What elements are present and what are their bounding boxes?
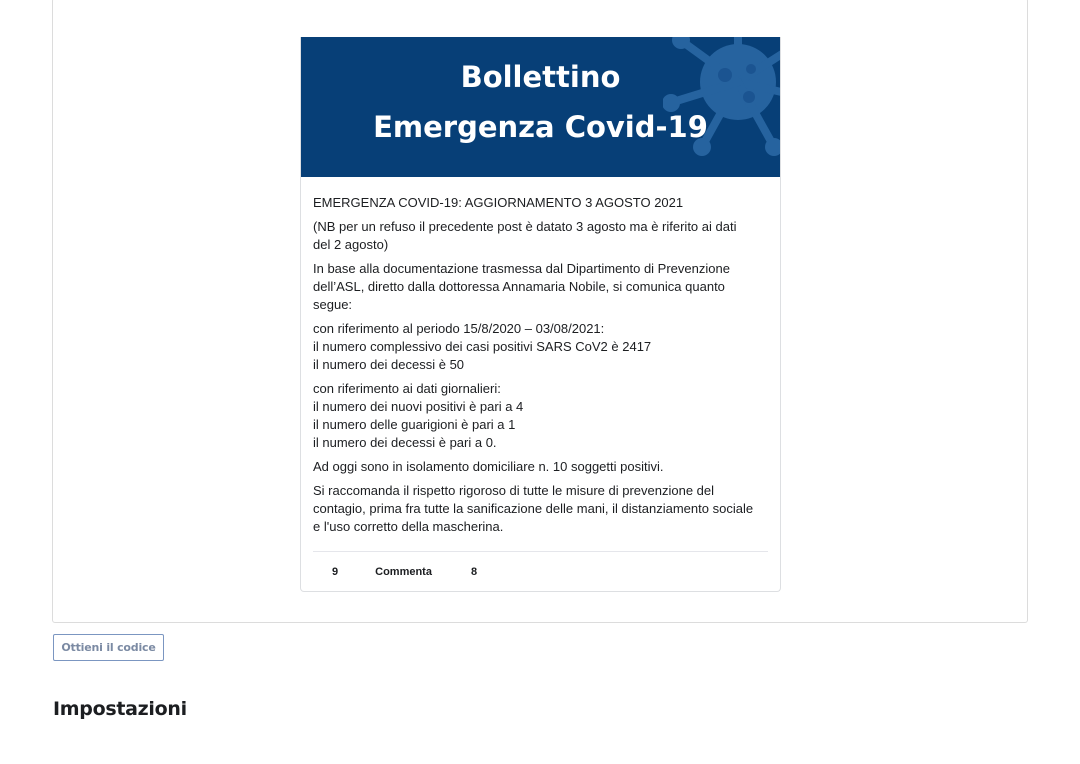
post-line: il numero dei decessi è pari a 0. xyxy=(313,435,497,450)
post-line: contagio, prima fra tutte la sanificazione delle mani, il distanziamento sociale xyxy=(313,501,754,516)
post-line: con riferimento ai dati giornalieri: xyxy=(313,381,501,396)
post-line: il numero complessivo dei casi positivi SARS CoV2 è 2417 xyxy=(313,339,652,354)
post-banner-image[interactable] xyxy=(301,37,780,177)
post-paragraph xyxy=(313,320,768,374)
post-line: e l'uso corretto della mascherina. xyxy=(313,519,504,534)
post-paragraph xyxy=(313,260,768,314)
post-paragraph xyxy=(313,458,768,476)
like-count[interactable]: 9 xyxy=(332,566,339,578)
share-count[interactable]: 8 xyxy=(470,566,478,578)
get-code-button[interactable]: Ottieni il codice xyxy=(53,634,164,661)
post-line: il numero dei nuovi positivi è pari a 4 xyxy=(313,399,524,414)
post-line: segue: xyxy=(313,297,353,312)
post-line: (NB per un refuso il precedente post è datato 3 agosto ma è riferito ai dati xyxy=(313,219,737,234)
post-line: Si raccomanda il rispetto rigoroso di tutte le misure di prevenzione del xyxy=(313,483,715,498)
post-text xyxy=(301,177,780,536)
post-paragraph xyxy=(313,380,768,452)
post-line: In base alla documentazione trasmessa dal Dipartimento di Prevenzione xyxy=(313,261,730,276)
post-line: il numero delle guarigioni è pari a 1 xyxy=(313,417,516,432)
post-paragraph xyxy=(313,218,768,254)
facebook-post-card xyxy=(300,37,781,592)
post-line: Ad oggi sono in isolamento domiciliare n. 10 soggetti positivi. xyxy=(313,459,664,474)
comment-button[interactable]: Commenta xyxy=(375,566,432,578)
settings-heading: Impostazioni xyxy=(53,698,187,720)
post-line: del 2 agosto) xyxy=(313,237,389,252)
post-title: EMERGENZA COVID-19: AGGIORNAMENTO 3 AGOSTO 2021 xyxy=(313,195,684,210)
post-footer xyxy=(313,551,768,592)
post-line: dell’ASL, diretto dalla dottoressa Annamaria Nobile, si comunica quanto xyxy=(313,279,725,294)
banner-title-line2: Emergenza Covid-19 xyxy=(373,110,708,144)
post-paragraph xyxy=(313,482,768,536)
banner-title-line1: Bollettino xyxy=(460,60,621,94)
post-line: con riferimento al periodo 15/8/2020 – 03/08/2021: xyxy=(313,321,605,336)
post-line: il numero dei decessi è 50 xyxy=(313,357,465,372)
